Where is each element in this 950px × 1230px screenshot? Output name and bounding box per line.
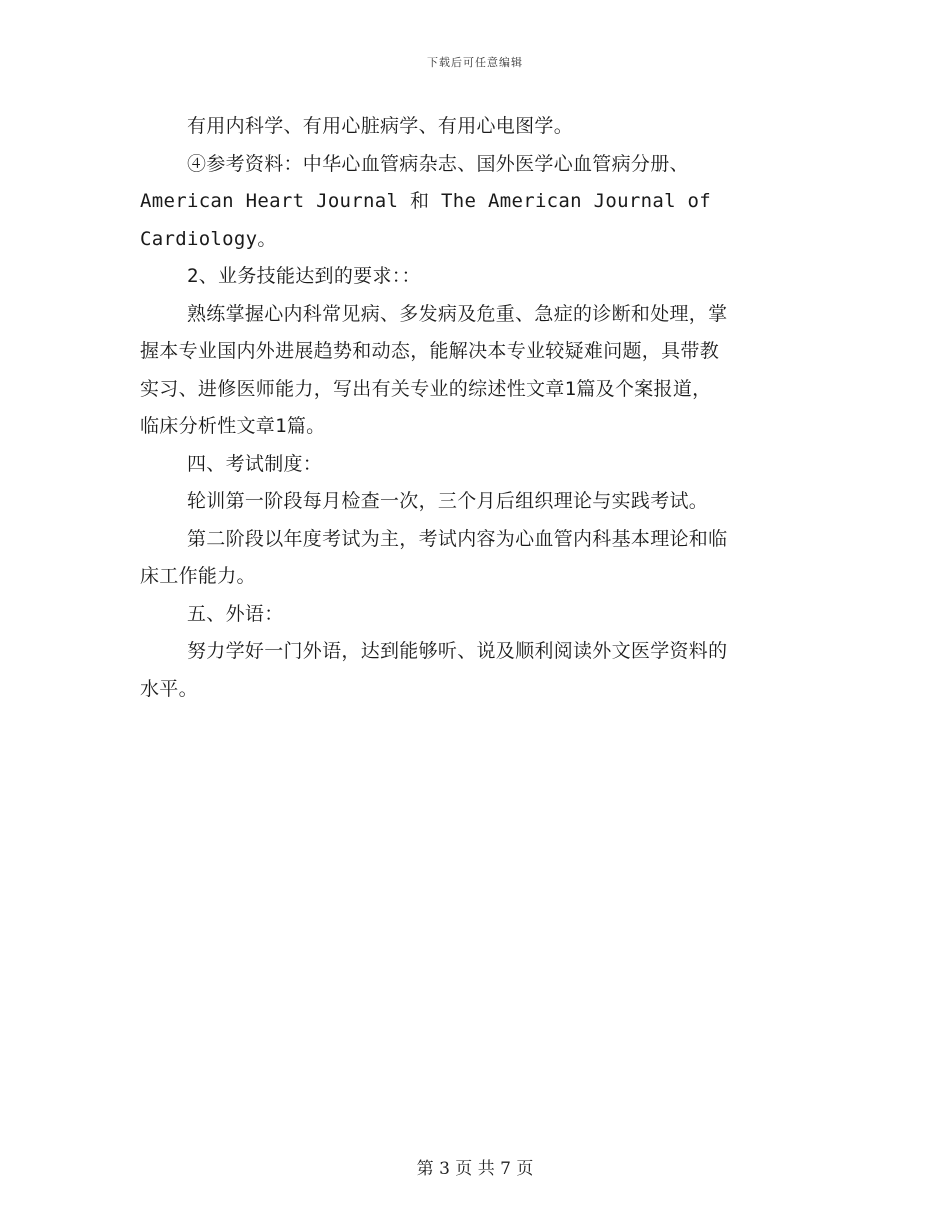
text-line: 第二阶段以年度考试为主，考试内容为心血管内科基本理论和临 <box>187 527 728 550</box>
text-line: 实习、进修医师能力，写出有关专业的综述性文章1篇及个案报道， <box>140 377 712 400</box>
text-line: 努力学好一门外语，达到能够听、说及顺利阅读外文医学资料的 <box>187 640 728 662</box>
section-heading: 四、考试制度： <box>187 452 323 475</box>
document-body <box>140 108 800 708</box>
text-line: 握本专业国内外进展趋势和动态，能解决本专业较疑难问题，具带教 <box>140 340 720 362</box>
section-heading: 五、外语： <box>187 602 284 625</box>
text-line: 熟练掌握心内科常见病、多发病及危重、急症的诊断和处理，掌 <box>187 302 728 325</box>
text-line: 轮训第一阶段每月检查一次，三个月后组织理论与实践考试。 <box>187 490 709 512</box>
page-number: 第 3 页 共 7 页 <box>416 1159 534 1179</box>
text-line: 床工作能力。 <box>140 565 256 587</box>
page-header-note: 下载后可任意编辑 <box>427 56 523 69</box>
text-line: 临床分析性文章1篇。 <box>140 415 326 437</box>
text-line: 有用内科学、有用心脏病学、有用心电图学。 <box>187 115 574 137</box>
section-heading: 2、业务技能达到的要求：： <box>187 265 421 287</box>
text-line: 水平。 <box>140 677 198 700</box>
text-line: ④参考资料：中华心血管病杂志、国外医学心血管病分册、 <box>187 152 689 175</box>
text-line: American Heart Journal 和 The American Journal of <box>140 190 712 212</box>
text-line: Cardiology。 <box>140 227 277 250</box>
